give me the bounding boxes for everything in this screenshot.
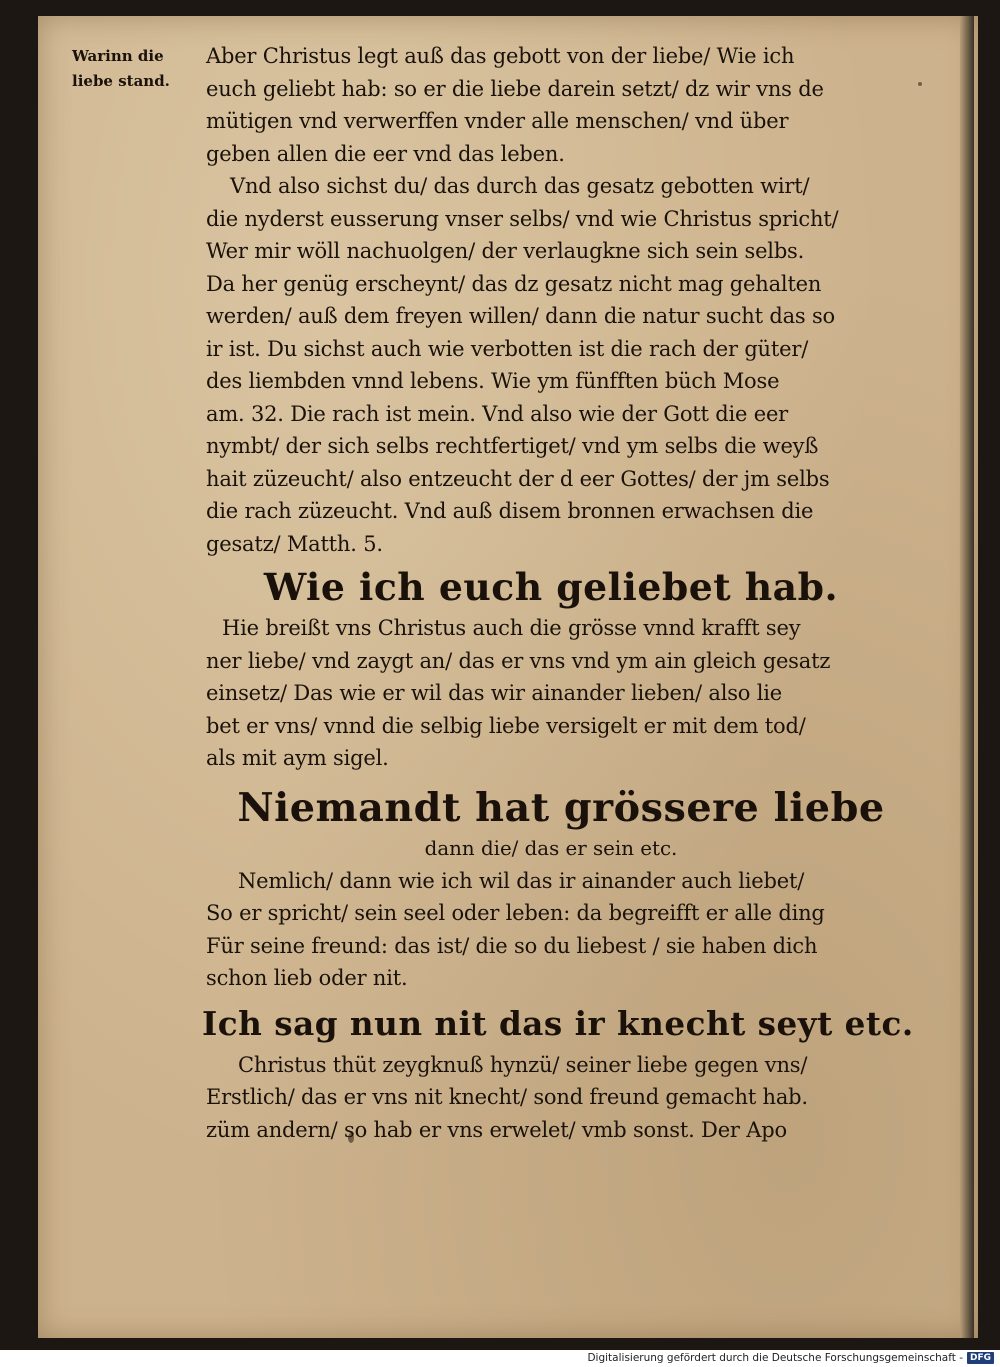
section-heading: Niemandt hat grössere liebe [237,784,885,831]
text-line: die nyderst eusserung vnser selbs/ vnd wie Christus spricht/ [206,206,839,231]
text-line: gesatz/ Matth. 5. [206,531,383,556]
paragraph-4 [206,865,926,995]
text-line: Aber Christus legt auß das gebott von der liebe/ Wie ich [206,44,795,68]
text-line: euch geliebt hab: so er die liebe darein setzt/ dz wir vns de [206,76,824,101]
text-line: Wer mir wöll nachuolgen/ der verlaugkne sich sein selbs. [206,239,805,263]
text-line: einsetz/ Das wie er wil das wir ainander lieben/ also lie [206,681,782,705]
marginal-note-line: Warinn die [72,47,164,65]
section-heading-continuation: dann die/ das er sein etc. [424,836,678,860]
text-line: die rach züzeucht. Vnd auß disem bronnen erwachsen die [206,499,814,523]
page-edge [960,16,974,1338]
text-line: Hie breißt vns Christus auch die grösse vnnd krafft sey [222,616,801,640]
text-line: Für seine freund: das ist/ die so du liebest / sie haben dich [206,933,818,958]
section-heading: Wie ich euch geliebet hab. [263,565,839,609]
text-line: ner liebe/ vnd zaygt an/ das er vns vnd ym ain gleich gesatz [206,648,831,673]
text-line: geben allen die eer vnd das leben. [206,141,565,166]
text-line: mütigen vnd verwerffen vnder alle menschen/ vnd über [206,109,789,133]
paragraph-1 [206,40,926,170]
text-line: Da her genüg erscheynt/ das dz gesatz nicht mag gehalten [206,271,822,296]
text-line: Christus thüt zeygknuß hynzü/ seiner liebe gegen vns/ [238,1052,808,1077]
footer-credit: Digitalisierung gefördert durch die Deutsche Forschungsgemeinschaft - [587,1352,963,1364]
text-line: Erstlich/ das er vns nit knecht/ sond freund gemacht hab. [206,1085,808,1109]
marginal-note-line: liebe stand. [72,72,170,90]
paragraph-5 [206,1049,926,1147]
text-line: ir ist. Du sichst auch wie verbotten ist die rach der güter/ [206,336,809,361]
text-line: So er spricht/ sein seel oder leben: da begreifft er alle ding [206,901,825,925]
section-heading: Ich sag nun nit das ir knecht seyt etc. [202,1003,914,1043]
dfg-logo: DFG [967,1352,994,1364]
text-line: am. 32. Die rach ist mein. Vnd also wie der Gott die eer [206,401,789,426]
paragraph-2 [206,170,926,560]
paragraph-3 [206,612,926,775]
text-line: des liembden vnnd lebens. Wie ym fünfften büch Mose [206,369,780,393]
footer-bar [0,1350,1000,1367]
text-line: hait züzeucht/ also entzeucht der d eer Gottes/ der jm selbs [206,466,830,491]
text-line: nymbt/ der sich selbs rechtfertiget/ vnd ym selbs die weyß [206,434,819,458]
text-line: züm andern/ so hab er vns erwelet/ vmb sonst. Der Apo [206,1117,787,1142]
text-line: Nemlich/ dann wie ich wil das ir ainander auch liebet/ [238,868,805,893]
marginal-note [72,44,202,94]
main-text [202,40,926,1146]
text-line: als mit aym sigel. [206,746,389,770]
text-line: Vnd also sichst du/ das durch das gesatz gebotten wirt/ [230,174,810,198]
text-line: bet er vns/ vnnd die selbig liebe versigelt er mit dem tod/ [206,713,806,738]
text-line: werden/ auß dem freyen willen/ dann die natur sucht das so [206,304,835,328]
text-line: schon lieb oder nit. [206,966,408,990]
